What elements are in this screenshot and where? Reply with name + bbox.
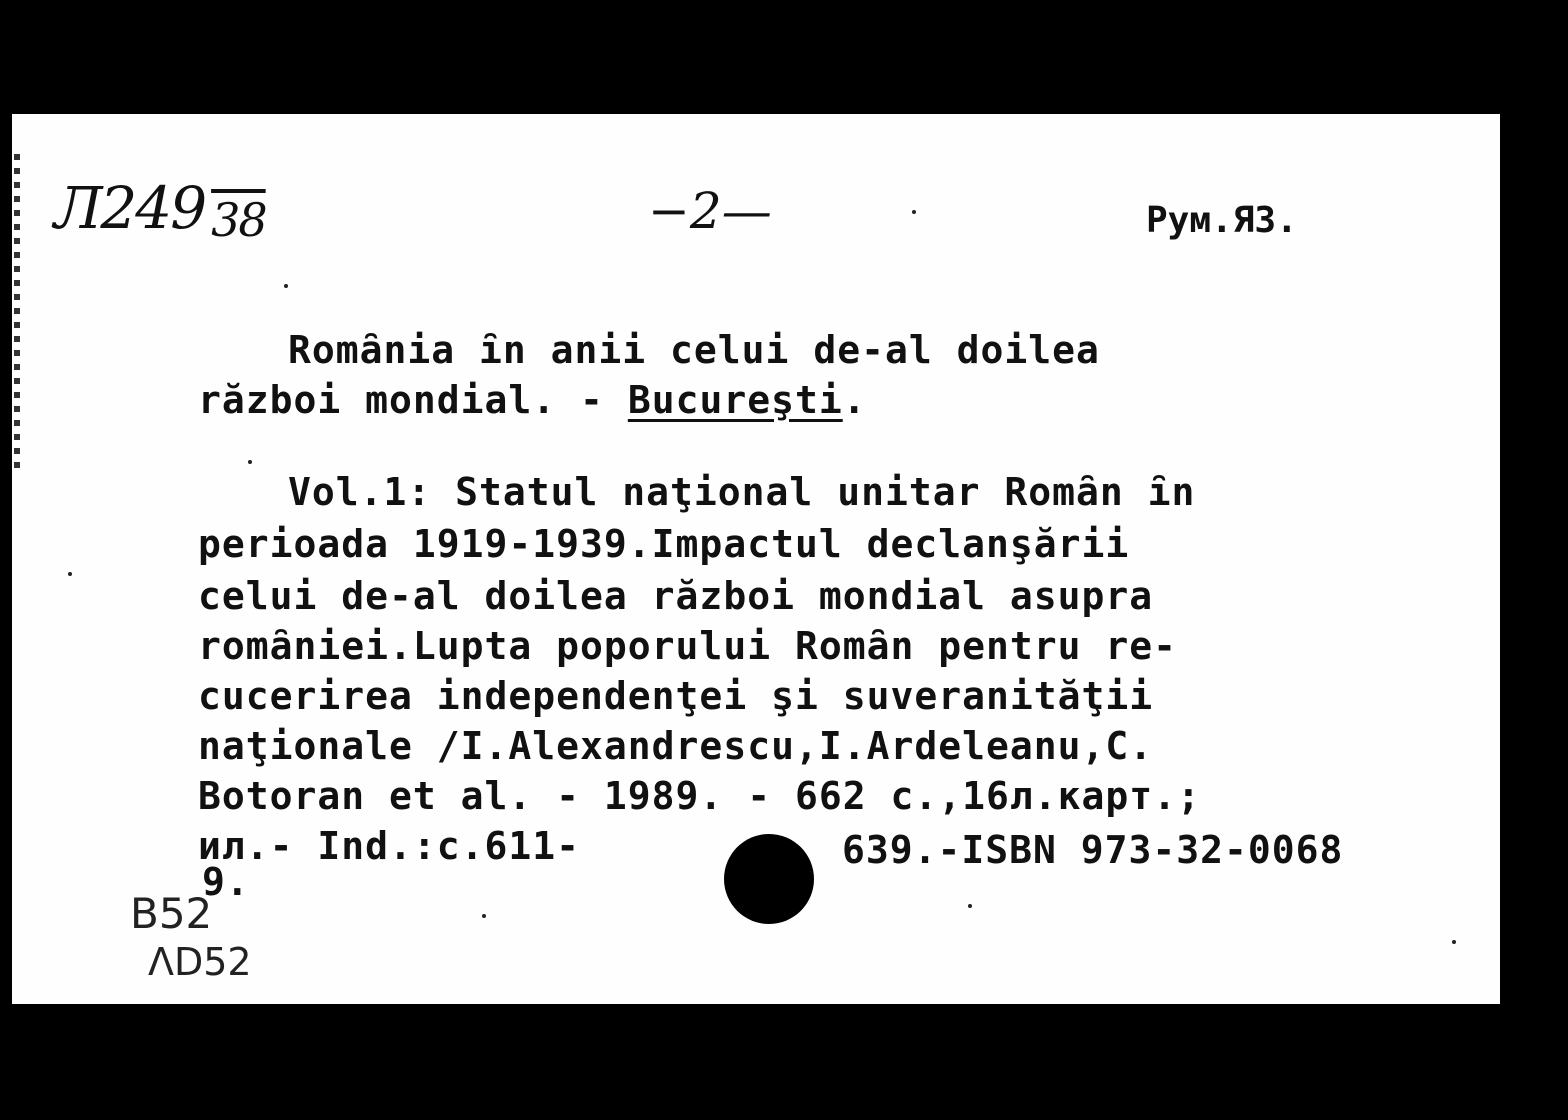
card-edge-marks: [14, 154, 20, 474]
body-line-8-isbn: 639.-ISBN 973-32-0068: [842, 828, 1344, 872]
call-number-sub: 38: [211, 193, 266, 247]
call-number: [54, 174, 266, 247]
speck: [482, 914, 486, 918]
speck: [1452, 940, 1456, 944]
catalog-card: [12, 114, 1500, 1004]
publication-place: Bucureşti: [627, 378, 843, 422]
speck: [248, 460, 252, 464]
speck: [68, 572, 72, 576]
body-line-3: celui de-al doilea război mondial asupra: [198, 574, 1154, 618]
title-line-2: [198, 378, 867, 422]
pencil-note-1: B52: [130, 889, 213, 938]
body-line-5: cucerirea independenţei şi suveranităţii: [198, 674, 1154, 718]
call-number-main: Л249: [54, 174, 206, 242]
publication-place-end: .: [842, 378, 867, 422]
speck: [284, 284, 288, 288]
body-line-7: Botoran et al. - 1989. - 662 c.,16л.карт.;: [198, 774, 1201, 818]
body-line-9: 9.: [202, 860, 250, 904]
speck: [912, 210, 916, 214]
country-reference: Рум.Я3.: [1146, 200, 1298, 241]
body-line-2: perioada 1919-1939.Impactul declanşării: [198, 522, 1130, 566]
title-line-2-text: război mondial. -: [198, 378, 628, 422]
body-line-4: romȃniei.Lupta poporului Romȃn pentru re-: [198, 624, 1177, 668]
speck: [968, 904, 972, 908]
pencil-note-2: ΛD52: [148, 940, 252, 984]
body-line-8: ил.- Ind.:c.611-: [198, 824, 581, 868]
punch-hole: [724, 834, 814, 924]
page-mark: −2—: [648, 182, 772, 240]
title-line-1: Romȃnia ȋn anii celui de-al doilea: [288, 328, 1100, 372]
body-line-1: Vol.1: Statul naţional unitar Romȃn ȋn: [288, 470, 1196, 514]
body-line-6: naţionale /I.Alexandrescu,I.Ardeleanu,C.: [198, 724, 1154, 768]
